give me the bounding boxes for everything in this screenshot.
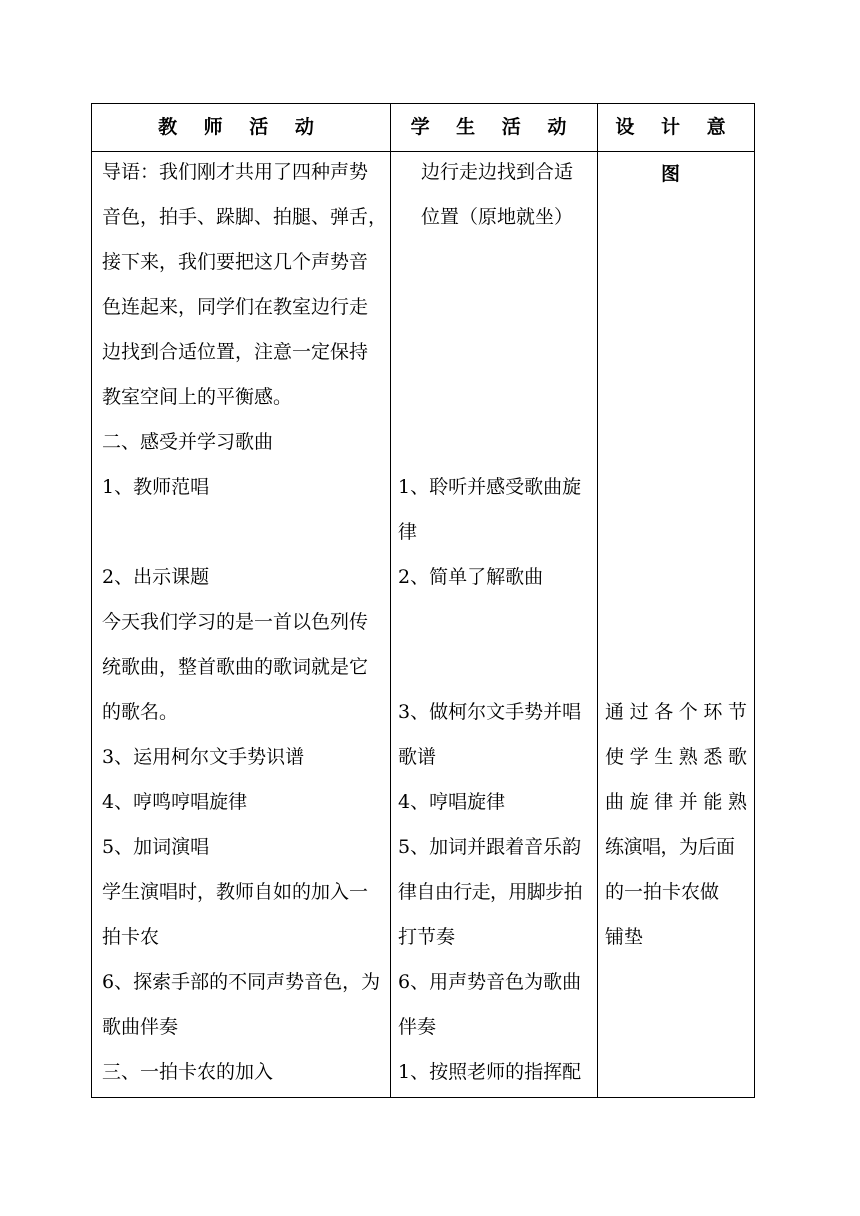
header-student-activity: 学 生 活 动 (410, 116, 577, 138)
column-divider (597, 104, 598, 1097)
student-line: 位置（原地就坐） (421, 206, 574, 228)
design-line: 的一拍卡农做 (605, 881, 720, 903)
teacher-line: 学生演唱时，教师自如的加入一 (102, 881, 369, 903)
teacher-line: 的歌名。 (102, 701, 179, 723)
student-line: 4、哼唱旋律 (398, 791, 506, 813)
header-divider (92, 151, 754, 152)
student-line: 边行走边找到合适 (421, 161, 574, 183)
student-line: 3、做柯尔文手势并唱 (398, 701, 582, 723)
design-line: 通 过 各 个 环 节 (605, 701, 747, 723)
teacher-line: 色连起来，同学们在教室边行走 (102, 296, 369, 318)
student-line: 歌谱 (398, 746, 437, 768)
teacher-line: 歌曲伴奏 (102, 1016, 179, 1038)
student-line: 1、聆听并感受歌曲旋 (398, 476, 582, 498)
teacher-line: 拍卡农 (102, 926, 160, 948)
teacher-line: 今天我们学习的是一首以色列传 (102, 611, 369, 633)
section-heading: 三、一拍卡农的加入 (102, 1061, 274, 1083)
student-line: 律 (398, 521, 418, 543)
teacher-line: 音色，拍手、跺脚、拍腿、弹舌， (102, 206, 388, 228)
student-line: 1、按照老师的指挥配 (398, 1061, 582, 1083)
teacher-line: 6、探索手部的不同声势音色，为 (102, 971, 381, 993)
student-line: 律自由行走，用脚步拍 (398, 881, 583, 903)
student-line: 6、用声势音色为歌曲 (398, 971, 582, 993)
header-design-intent: 设 计 意 图 (615, 116, 736, 185)
design-line: 曲 旋 律 并 能 熟 (605, 791, 747, 813)
teacher-line: 导语：我们刚才共用了四种声势 (102, 161, 369, 183)
design-line: 练演唱，为后面 (605, 836, 735, 858)
teacher-line: 5、加词演唱 (102, 836, 210, 858)
column-divider (390, 104, 391, 1097)
teacher-line: 边找到合适位置，注意一定保持 (102, 341, 369, 363)
student-line: 2、简单了解歌曲 (398, 566, 544, 588)
teacher-line: 3、运用柯尔文手势识谱 (102, 746, 305, 768)
header-teacher-activity: 教 师 活 动 (158, 116, 324, 138)
design-line: 铺垫 (605, 926, 644, 948)
teacher-line: 4、哼鸣哼唱旋律 (102, 791, 248, 813)
design-line: 使 学 生 熟 悉 歌 (605, 746, 747, 768)
student-line: 打节奏 (398, 926, 456, 948)
lesson-plan-table (91, 103, 755, 1098)
teacher-line: 2、出示课题 (102, 566, 210, 588)
teacher-line: 1、教师范唱 (102, 476, 210, 498)
teacher-line: 统歌曲，整首歌曲的歌词就是它 (102, 656, 369, 678)
teacher-line: 接下来，我们要把这几个声势音 (102, 251, 369, 273)
section-heading: 二、感受并学习歌曲 (102, 431, 274, 453)
teacher-line: 教室空间上的平衡感。 (102, 386, 293, 408)
student-line: 伴奏 (398, 1016, 437, 1038)
student-line: 5、加词并跟着音乐韵 (398, 836, 582, 858)
